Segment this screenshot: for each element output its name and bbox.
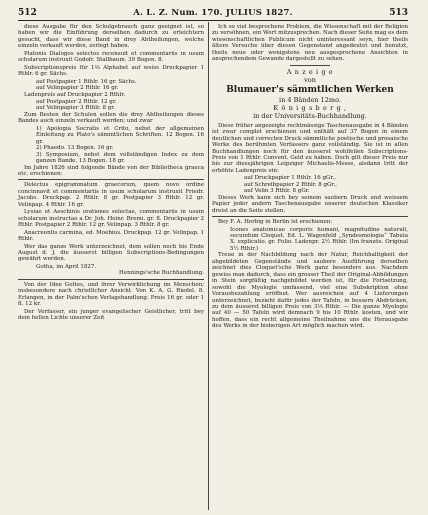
text-block: auf Postpapier 1 Rthlr. 16 gr. Sächs. [36, 78, 137, 85]
page-number: 512 [18, 8, 37, 18]
text-block: Gotha, im April 1827. [36, 263, 97, 270]
text-block: in 4 Bänden 12mo. [279, 95, 341, 104]
text-block: auf Druckpapier 1 Rthlr. 16 gGr., [244, 175, 336, 182]
text-block: Wer das ganze Werk unterzeichnet, dem sollen noch bis Ende August d. J. die äusserst billigen Subscriptions-Bedingungen gewährt werden. [18, 243, 204, 263]
left-column [18, 24, 204, 322]
text-block: A n z e i g e [286, 67, 334, 76]
text-block: Diese früher angezeigte rechtmässige Taschenausgabe in 4 Bänden ist zwar complet erschienen und enthält auf 37 Bogen in einem deutlichen und correcten Druck sämmtliche poetische und prosaische Werke des berühmten Verfassers ganz vollständig. Sie ist in allen Buchhandlungen noch für den äusserst wohlfeilen Subscriptions-Preis von 1 Rthlr. Convent. Geld zu haben. Doch gilt dieser Preis nur bis zur diessjährigen Leipziger Michaelis-Messe, alsdann tritt der erhöhte Ladenpreis ein: [212, 122, 408, 174]
text-block: Von der Idee Gottes, und ihrer Verwirklichung im Menschen; insbesondere nach christlicher Ansicht. Von K. A. G. Riedel. 8. Erlangen, in der Palm'schen Verlagshandlung. Preis 16 gr. oder 1 fl. 12 kr. [18, 281, 204, 308]
separator-rule [212, 216, 408, 217]
text-block: 3) Symposium, nebst dem vollständigen Index zu dem ganzen Bande. 13 Bogen. 18 gr. [36, 151, 204, 165]
text-block: Der Verfasser, ein junger evangelischer Geistlicher, tritt bey dem hellen Lichte unserer Zeit [18, 308, 204, 322]
text-block: auf Postpapier 2 Rthlr. 12 gr. [36, 98, 117, 105]
text-block: 1) Apologia Socratis et Crito, nebst der allgemeinen Einleitung zu Plato's sämmtlichen Schriften. 12 Bogen. 16 gr. [36, 125, 204, 145]
right-column [212, 24, 408, 331]
page-header [18, 6, 408, 20]
separator-rule [18, 279, 204, 280]
text-block: diese Ausgabe für den Schulgebrauch ganz geeignet ist, so haben wir die Einführung derselben dadurch zu erleichtern gesucht, dass wir diese Band in drey Abtheilungen, welche einzeln verkauft werden, zerlegt haben. [18, 24, 204, 50]
text-block: in der Universitäts-Buchhandlung. [253, 111, 367, 120]
page-number-right: 513 [389, 8, 408, 18]
header-rule [18, 20, 408, 21]
text-block: Im Jahre 1826 sind folgende Bände von der Bibliotheca graeca etc. erschienen: [18, 164, 204, 177]
text-block: Icones anatomicae corporis humani, magnitudine naturali, secundum Cloquet. Ed. L. Wagenfeld „Syndesmologia“ Tabula X. explicatio. gr. Folio. Ladenpr. 2½ Rthlr. (Im französ. Original 5½ Rthlr.) [230, 226, 408, 252]
text-block: Platonis Dialogos selectos recensuit et commentariis in usum scholarum instruxit Godofr. Stallbaum. 39 Bogen. 8. [18, 50, 204, 64]
separator-rule [18, 179, 204, 180]
separator-rule [290, 65, 330, 66]
text-block: auf Velinpapier 2 Rthlr. 16 gr. [36, 85, 119, 92]
text-block: Subscriptionspreis für 1⅔ Alphabet auf weiss Druckpapier 1 Rthlr. 6 gr. Sächs. [18, 64, 204, 78]
text-block: auf Schreibpapier 2 Rthlr. 8 gGr., [244, 181, 337, 188]
text-block: Hennings'sche Buchhandlung. [119, 270, 204, 277]
text-block: Bey F. A. Herbig in Berlin ist erschienen: [218, 219, 333, 226]
text-block: Treue in der Nachbildung nach der Natur, Reichhaltigkeit der abgebildeten Gegenstände und saubere Ausführung derselben zeichnet dies Cloquet'sche Werk ganz besonders aus. Nachdem gewiss man dadurch, dass ein grosser Theil der Original-Abbildungen in Stein sorgfältig nachgebildet werden ist, für die Fortsetzung, sowohl die Myologie umfassend, viel eine Subskription ohne Vorausbezahlung eröffnet. Wer ausreichen auf 4 Lieferungen unterzeichnet, bezieht dafür jedes der Tafeln, in bessern Abdrücken, zu dem äusserst billigen Preis von 3⅓ Rthlr. — Die ganze Myologie auf 40 — 50 Tafeln wird demnach 9 bis 10 Rthlr. kosten, und wir hoffen, dass ein recht allgemeine Theilnahme uns die Herausgabe des Werks in der bisherigen Art möglich machen wird. [212, 252, 408, 330]
text-block: Lysiae et Aeschinis orationes selectae, commentariis in usum scholarum instructae a Dr. Joh. Heinr. Bremi. gr. 8. Druckpapier 2 Rthlr. Postpapier 2 Rthlr. 12 gr. Velinpap. 3 Rthlr. 8 gr. [18, 209, 204, 229]
text-block: 2) Phaedo. 13 Bogen. 16 gr. [36, 145, 114, 152]
text-block: auf Velin 3 Rthlr. 8 gGr. [244, 188, 310, 195]
text-block: Anacreontis carmina, ed. Moebius. Druckpap. 12 gr. Velinpap. 1 Rthlr. [18, 229, 204, 243]
text-block: von [304, 75, 316, 84]
text-block: K ö n i g s b e r g , [273, 103, 347, 112]
text-block: Delectus epigrammatum graecorum, quem novo ordine concinnavit et commentariis in usum scholarum instruxit Friedr. Jacobs. Druckpap. 2 Rthlr. 8 gr. Postpapier 3 Rthlr. 12 gr. Velinpap. 4 Rthlr. 16 gr. [18, 182, 204, 208]
text-block: auf Velinpapier 3 Rthlr. 8 gr. [36, 105, 116, 112]
text-block: Zum Besten der Schulen sollen die drey Abtheilungen dieses Bandes auch einzeln verkauft werden; und zwar [18, 111, 204, 125]
text-block: Dieses Werk kann sich bey seinem saubern Druck und weissem Papier jeder andern Taschenausgabe unserer deutschen Klassiker dreist an die Seite stellen. [212, 194, 408, 214]
text-block: Blumauer's sämmtlichen Werken [226, 84, 394, 95]
issue-title: A. L. Z. Num. 170. JULIUS 1827. [133, 8, 293, 18]
text-block: Ladenpreis auf Druckpapier 2 Rthlr. [24, 91, 125, 98]
text-block: Ich so viel besprochene Problem, die Wissenschaft mit der Religion zu versöhnen, ein Wort mitzusprechen. Nach dieser Seite mag es dem wissenschaftlichen Publicum nicht uninteressant seyn, hier theils ältere Versuche über diesen Gegenstand angedeutet und benutzt, theils neue oder wenigstens neu ausgesprochene Ansichten in ansprechendem Gewande dargestellt zu sehen. [212, 24, 408, 63]
column-divider [208, 22, 209, 510]
